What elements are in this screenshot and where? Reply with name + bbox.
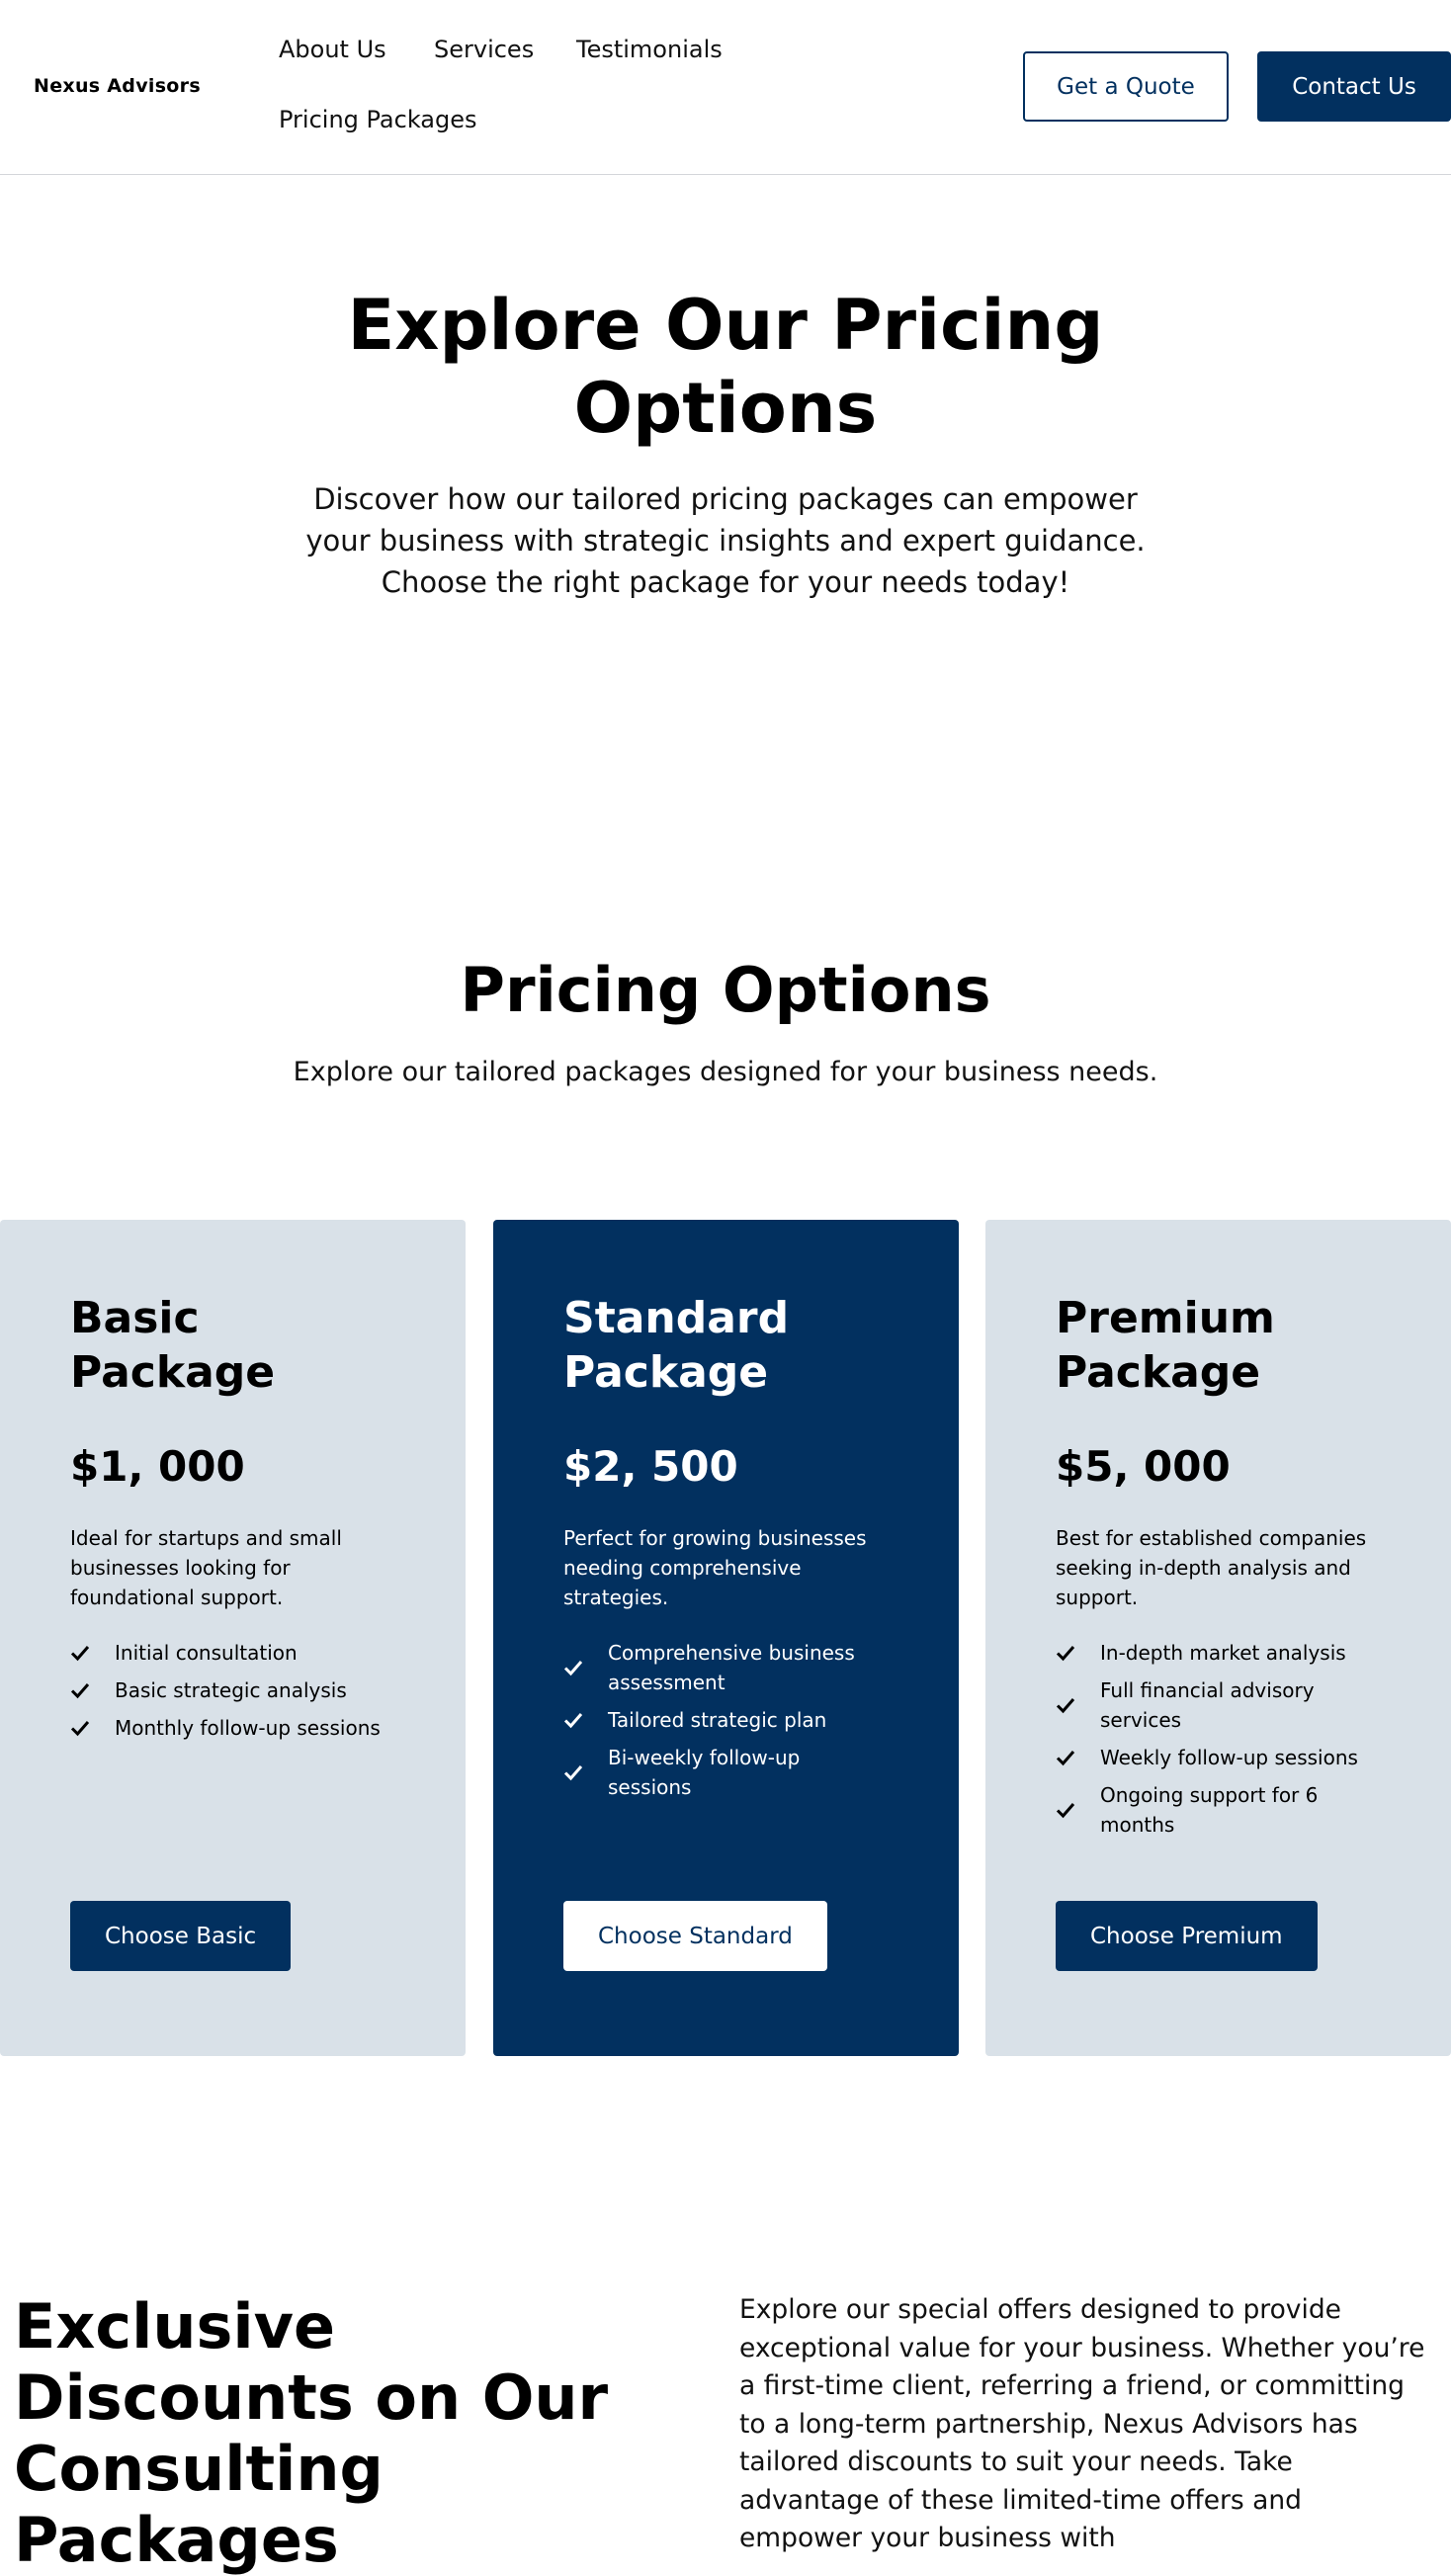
- check-icon: [1056, 1801, 1075, 1819]
- contact-us-button[interactable]: Contact Us: [1257, 51, 1451, 122]
- nav-link-services[interactable]: Services: [434, 36, 535, 63]
- package-price: $1, 000: [70, 1442, 245, 1491]
- pricing-card-basic: [0, 1220, 466, 2056]
- feature-label: Monthly follow-up sessions: [115, 1716, 381, 1740]
- check-icon: [1056, 1644, 1075, 1662]
- check-icon: [1056, 1749, 1075, 1766]
- feature-item: [70, 1675, 396, 1705]
- check-icon: [70, 1644, 90, 1662]
- feature-item: [1056, 1638, 1382, 1668]
- feature-list: [1056, 1638, 1382, 1840]
- nav-link-testimonials[interactable]: Testimonials: [576, 36, 723, 63]
- feature-list: [70, 1638, 396, 1743]
- check-icon: [563, 1763, 583, 1781]
- feature-label: Bi-weekly follow-up sessions: [608, 1746, 801, 1799]
- feature-label: Ongoing support for 6 months: [1100, 1783, 1319, 1837]
- feature-list: [563, 1638, 890, 1802]
- choose-standard-button[interactable]: Choose Standard: [563, 1901, 827, 1971]
- feature-label: In-depth market analysis: [1100, 1641, 1346, 1665]
- pricing-section-subtitle: Explore our tailored packages designed for your business needs.: [293, 1057, 1158, 1087]
- feature-label: Basic strategic analysis: [115, 1678, 347, 1702]
- logo[interactable]: Nexus Advisors: [34, 75, 201, 97]
- site-header: [0, 0, 1451, 175]
- check-icon: [70, 1719, 90, 1737]
- nav-link-pricing-packages[interactable]: Pricing Packages: [279, 106, 477, 133]
- feature-label: Full financial advisory services: [1100, 1678, 1315, 1732]
- feature-label: Comprehensive business assessment: [608, 1641, 855, 1694]
- pricing-section-title: Pricing Options: [460, 954, 991, 1026]
- feature-item: [1056, 1675, 1382, 1735]
- check-icon: [563, 1659, 583, 1676]
- hero-subtitle: Discover how our tailored pricing packages can empower your business with strategic insights and expert guidance. Choose the right package for your needs today!: [305, 482, 1146, 599]
- feature-item: [70, 1713, 396, 1743]
- package-price: $2, 500: [563, 1442, 738, 1491]
- feature-item: [1056, 1780, 1382, 1840]
- discounts-text: Explore our special offers designed to provide exceptional value for your business. Whether you’re a first-time client, referring a friend, or committing to a long-term partnership, Nexus Advisors has tailored discounts to suit your needs. Take advantage of these limited-time offers and empower your business with: [739, 2294, 1425, 2553]
- package-description: Perfect for growing businesses needing comprehensive strategies.: [563, 1526, 867, 1609]
- package-title: Premium Package: [1056, 1293, 1275, 1398]
- package-description: Best for established companies seeking in-depth analysis and support.: [1056, 1526, 1367, 1609]
- package-price: $5, 000: [1056, 1442, 1231, 1491]
- nav-link-about-us[interactable]: About Us: [279, 36, 386, 63]
- feature-item: [563, 1638, 890, 1697]
- feature-item: [563, 1705, 890, 1735]
- package-title: Standard Package: [563, 1293, 790, 1398]
- choose-basic-button[interactable]: Choose Basic: [70, 1901, 291, 1971]
- package-description: Ideal for startups and small businesses looking for foundational support.: [70, 1526, 342, 1609]
- pricing-card-standard: [493, 1220, 959, 2056]
- feature-label: Weekly follow-up sessions: [1100, 1746, 1358, 1769]
- check-icon: [563, 1711, 583, 1729]
- hero-title: Explore Our Pricing Options: [347, 285, 1104, 449]
- feature-label: Tailored strategic plan: [608, 1708, 827, 1732]
- discounts-title: Exclusive Discounts on Our Consulting Packages: [14, 2290, 609, 2576]
- package-title: Basic Package: [70, 1293, 276, 1398]
- choose-premium-button[interactable]: Choose Premium: [1056, 1901, 1318, 1971]
- feature-item: [563, 1743, 890, 1802]
- pricing-card-premium: [985, 1220, 1451, 2056]
- get-a-quote-button[interactable]: Get a Quote: [1023, 51, 1229, 122]
- check-icon: [70, 1681, 90, 1699]
- feature-item: [1056, 1743, 1382, 1772]
- feature-item: [70, 1638, 396, 1668]
- feature-label: Initial consultation: [115, 1641, 298, 1665]
- check-icon: [1056, 1696, 1075, 1714]
